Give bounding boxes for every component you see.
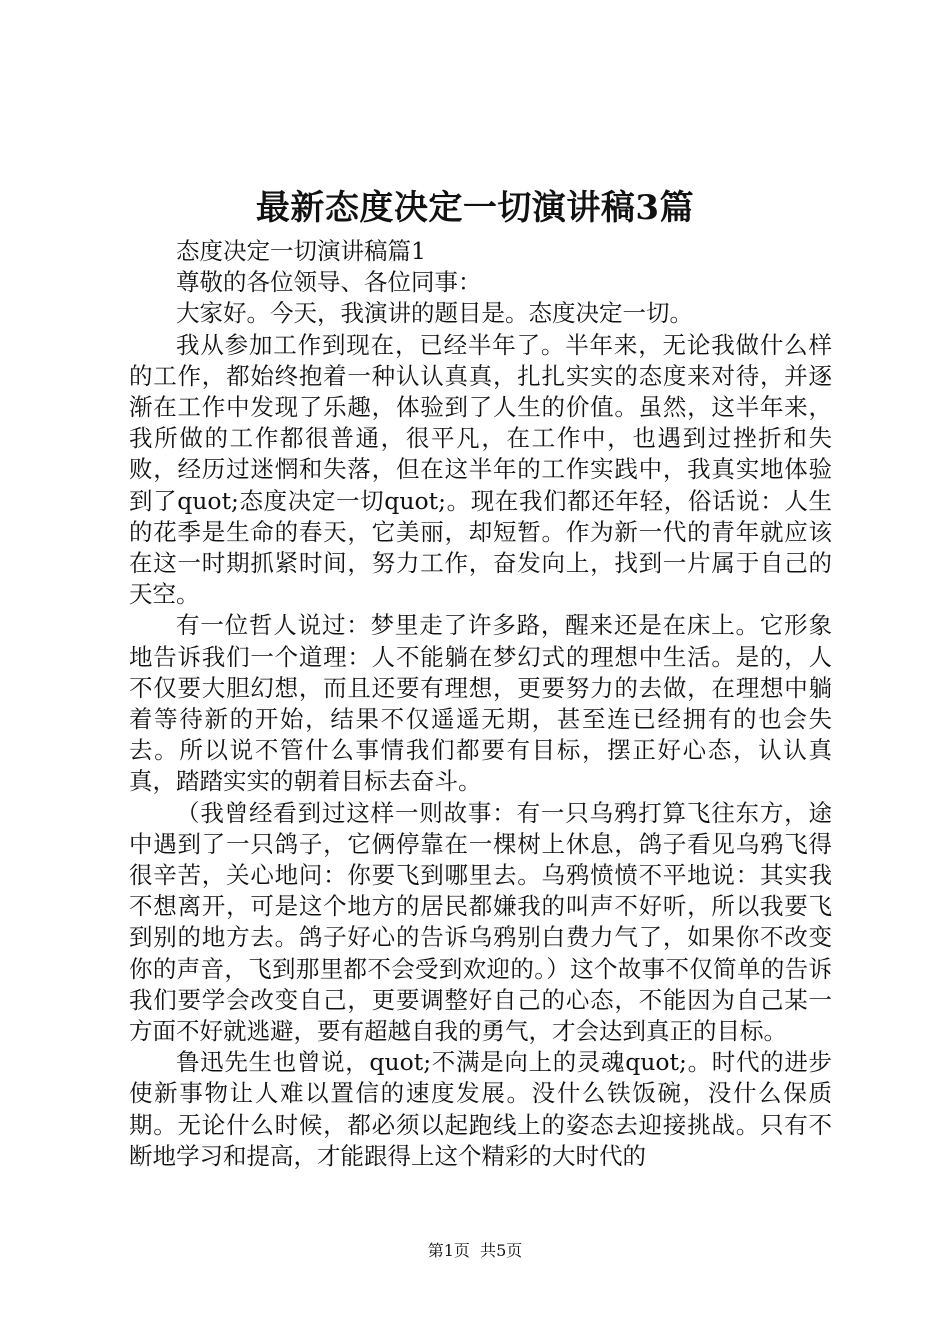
document-title: 最新态度决定一切演讲稿3篇 bbox=[255, 188, 695, 228]
paragraph-body-2: 有一位哲人说过：梦里走了许多路，醒来还是在床上。它形象地告诉我们一个道理：人不能躺在梦幻式的理想中生活。是的，人不仅要大胆幻想，而且还要有理想，更要努力的去做，在理想中躺着等待新的开始，结果不仅遥遥无期，甚至连已经拥有的也会失去。所以说不管什么事情我们都要有目标，摆正好心态，认认真真，踏踏实实的朝着目标去奋斗。 bbox=[129, 611, 832, 796]
footer-spacer bbox=[470, 1241, 480, 1260]
paragraph-body-4: 鲁迅先生也曾说，quot;不满是向上的灵魂quot;。时代的进步使新事物让人难以置信的速度发展。没什么铁饭碗，没什么保质期。无论什么时候，都必须以起跑线上的姿态去迎接挑战。只有不断地学习和提高，才能跟得上这个精彩的大时代的 bbox=[129, 1048, 832, 1170]
page-number: 第1页 bbox=[427, 1241, 470, 1260]
document-body bbox=[129, 236, 832, 1172]
page-footer bbox=[0, 1240, 950, 1262]
paragraph-salutation: 尊敬的各位领导、各位同事： bbox=[176, 268, 482, 297]
paragraph-body-1: 我从参加工作到现在，已经半年了。半年来，无论我做什么样的工作，都始终抱着一种认认真真，扎扎实实的态度来对待，并逐渐在工作中发现了乐趣，体验到了人生的价值。虽然，这半年来，我所做的工作都很普通，很平凡，在工作中，也遇到过挫折和失败，经历过迷惘和失落，但在这半年的工作实践中，我真实地体验到了quot;态度决定一切quot;。现在我们都还年轻，俗话说：人生的花季是生命的春天，它美丽，却短暂。作为新一代的青年就应该在这一时期抓紧时间，努力工作，奋发向上，找到一片属于自己的天空。 bbox=[129, 330, 832, 609]
paragraph-subtitle: 态度决定一切演讲稿篇1 bbox=[176, 237, 426, 265]
page-total: 共5页 bbox=[480, 1241, 523, 1260]
paragraph-body-3: （我曾经看到过这样一则故事：有一只乌鸦打算飞往东方，途中遇到了一只鸽子，它俩停靠在一棵树上休息，鸽子看见乌鸦飞得很辛苦，关心地问：你要飞到哪里去。乌鸦愤愤不平地说：其实我不想离开，可是这个地方的居民都嫌我的叫声不好听，所以我要飞到别的地方去。鸽子好心的告诉乌鸦别白费力气了，如果你不改变你的声音，飞到那里都不会受到欢迎的。）这个故事不仅简单的告诉我们要学会改变自己，更要调整好自己的心态，不能因为自己某一方面不好就逃避，要有超越自我的勇气，才会达到真正的目标。 bbox=[129, 798, 832, 1046]
paragraph-greeting: 大家好。今天，我演讲的题目是。态度决定一切。 bbox=[176, 299, 693, 328]
